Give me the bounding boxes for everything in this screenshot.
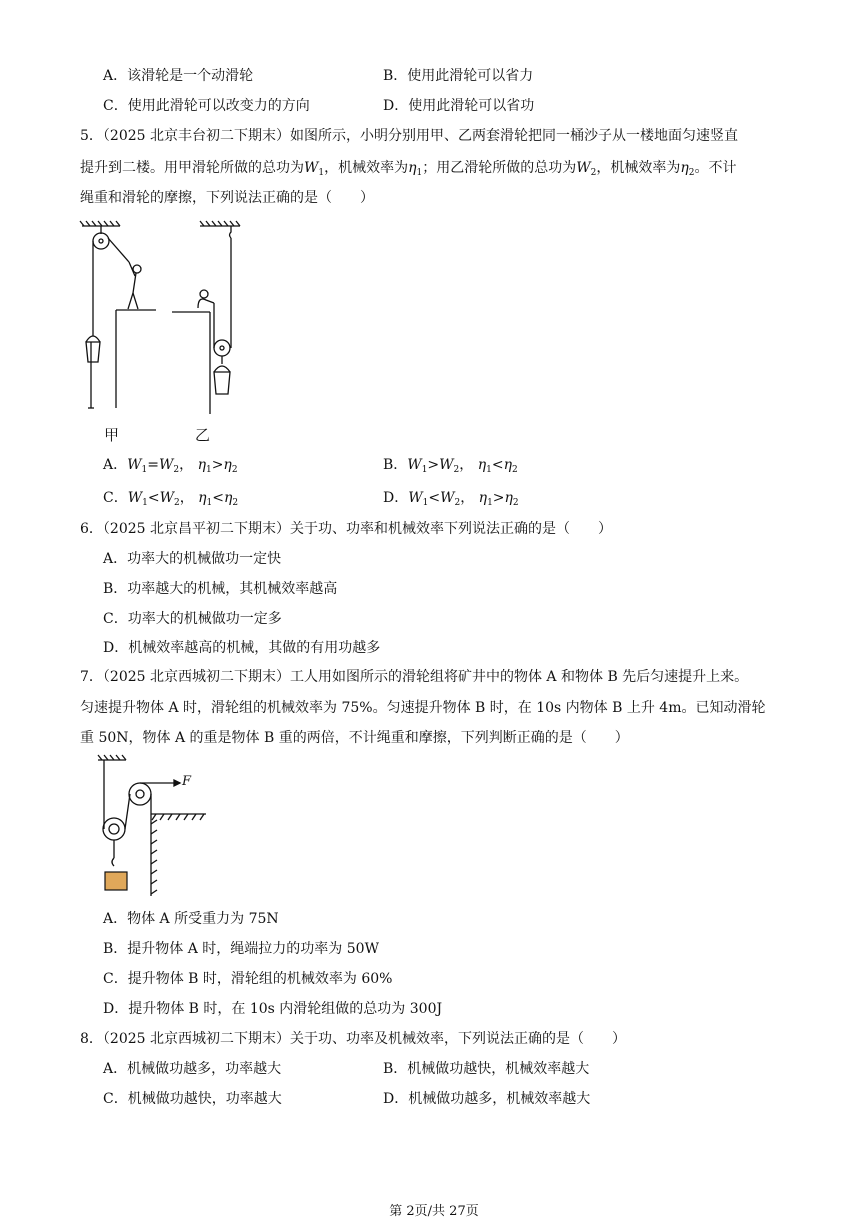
q5-fig-label-yi: 乙 — [195, 426, 211, 444]
q7-stem-line1: 7．（2025 北京西城初二下期末）工人用如图所示的滑轮组将矿井中的物体 A 和物体 B 先后匀速提升上来。 — [80, 669, 749, 685]
q4-option-c: C．使用此滑轮可以改变力的方向 — [103, 98, 310, 114]
page-number-footer: 第 2页/共 27页 — [389, 1204, 479, 1219]
q4-option-b: B．使用此滑轮可以省力 — [383, 68, 534, 84]
q7-option-a: A．物体 A 所受重力为 75N — [103, 911, 279, 927]
q5-stem-line3: 绳重和滑轮的摩擦，下列说法正确的是（ ） — [80, 190, 374, 206]
q8-option-c: C．机械做功越快，功率越大 — [103, 1091, 282, 1107]
q5-stem-line1: 5．（2025 北京丰台初二下期末）如图所示，小明分别用甲、乙两套滑轮把同一桶沙子从一楼地面匀速竖直 — [80, 128, 738, 144]
q6-option-b: B．功率越大的机械，其机械效率越高 — [103, 581, 338, 597]
q4-option-a: A．该滑轮是一个动滑轮 — [103, 68, 254, 84]
q7-option-b: B．提升物体 A 时，绳端拉力的功率为 50W — [103, 941, 379, 957]
q7-fig-force-label: F — [182, 774, 192, 789]
q8-option-a: A．机械做功越多，功率越大 — [103, 1061, 282, 1077]
q5-option-c: C．$W_1<W_2$， $\eta_1<\eta_2$ — [103, 490, 239, 508]
q7-stem-line2: 匀速提升物体 A 时，滑轮组的机械效率为 75%。匀速提升物体 B 时，在 10s 内物体 B 上升 4m。已知动滑轮 — [80, 700, 766, 716]
q4-option-d: D．使用此滑轮可以省功 — [383, 98, 535, 114]
q8-option-b: B．机械做功越快，机械效率越大 — [383, 1061, 590, 1077]
q6-option-c: C．功率大的机械做功一定多 — [103, 611, 282, 627]
q5-fig-label-jia: 甲 — [104, 426, 120, 444]
q6-option-a: A．功率大的机械做功一定快 — [103, 551, 282, 567]
q7-option-c: C．提升物体 B 时，滑轮组的机械效率为 60% — [103, 971, 393, 987]
q7-pulley-block-figure — [96, 754, 226, 900]
q8-option-d: D．机械做功越多，机械效率越大 — [383, 1091, 591, 1107]
q7-stem-line3: 重 50N，物体 A 的重是物体 B 重的两倍，不计绳重和摩擦，下列判断正确的是（ ） — [80, 730, 629, 746]
q5-stem-line2: 提升到二楼。用甲滑轮所做的总功为$W_1$，机械效率为$\eta_1$；用乙滑轮所做的总功为$W_2$，机械效率为$\eta_2$。不计 — [80, 160, 737, 178]
q8-stem: 8．（2025 北京西城初二下期末）关于功、功率及机械效率，下列说法正确的是（ ） — [80, 1031, 626, 1047]
q5-option-a: A．$W_1=W_2$， $\eta_1>\eta_2$ — [103, 457, 238, 475]
q6-option-d: D．机械效率越高的机械，其做的有用功越多 — [103, 640, 381, 656]
q5-option-b: B．$W_1>W_2$， $\eta_1<\eta_2$ — [383, 457, 518, 475]
q6-stem: 6．（2025 北京昌平初二下期末）关于功、功率和机械效率下列说法正确的是（ ） — [80, 521, 612, 537]
q7-option-d: D．提升物体 B 时，在 10s 内滑轮组做的总功为 300J — [103, 1001, 443, 1017]
q5-pulley-figure — [76, 218, 266, 418]
q5-option-d: D．$W_1<W_2$， $\eta_1>\eta_2$ — [383, 490, 519, 508]
